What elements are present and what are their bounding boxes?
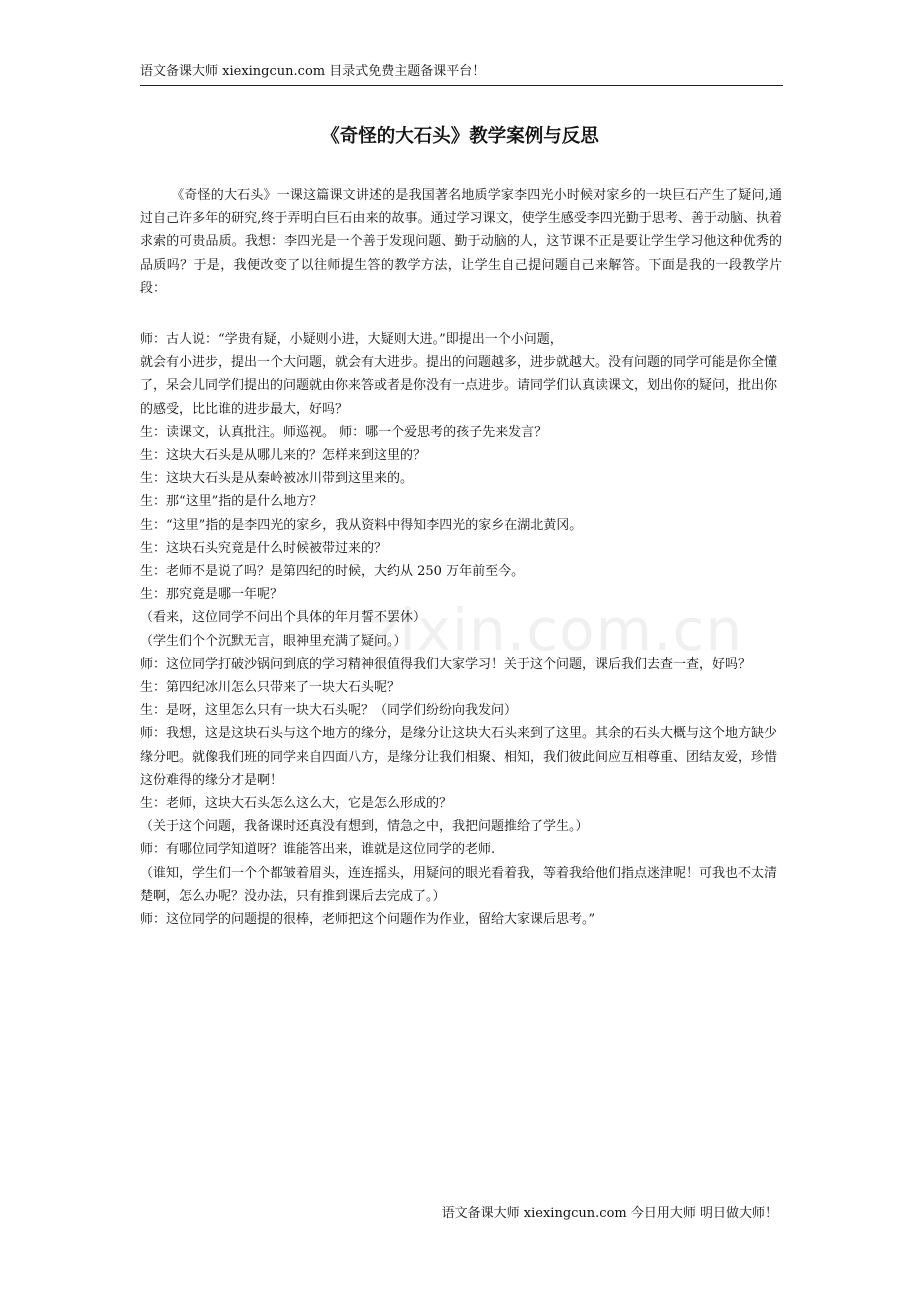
dialog-line: 生：那“这里”指的是什么地方？	[140, 494, 323, 510]
dialog-line: （看来，这位同学不问出个具体的年月誓不罢休）	[140, 610, 427, 626]
dialog-line: 生：老师不是说了吗？是第四纪的时候，大约从 250 万年前至今。	[140, 564, 525, 580]
dialog-line: 生：“这里”指的是李四光的家乡，我从资料中得知李四光的家乡在湖北黄冈。	[140, 517, 583, 533]
dialog-line: （学生们个个沉默无言，眼神里充满了疑问。）	[140, 633, 407, 649]
intro-paragraph: 《奇怪的大石头》一课这篇课文讲述的是我国著名地质学家李四光小时候对家乡的一块巨石产生了疑问,通过自己许多年的研究,终于弄明白巨石由来的故事。通过学习课文，使学生感受李四光勤于思考、善于动脑、执着求索的可贵品质。我想：李四光是一个善于发现问题、勤于动脑的人，这节课不正是要让学生学习他这种优秀的品质吗？于是，我便改变了以往师提生答的教学方法，让学生自己提问题自己来解答。下面是我的一段教学片段：	[140, 188, 782, 296]
dialog-line: 师：古人说：“学贵有疑，小疑则小进，大疑则大进。”即提出一个小问题，	[140, 332, 563, 347]
dialog-line: （谁知，学生们一个个都皱着眉头，连连摇头，用疑问的眼光看着我，等着我给他们指点迷津呢！可我也不太清楚啊，怎么办呢？没办法，只有推到课后去完成了。）	[140, 865, 778, 904]
teaching-dialog	[140, 328, 782, 931]
dialog-line: 师：这位同学打破沙锅问到底的学习精神很值得我们大家学习！关于这个问题，课后我们去查一查，好吗？	[140, 656, 752, 672]
dialog-line: 生：读课文，认真批注。师巡视。 师：哪一个爱思考的孩子先来发言？	[140, 424, 548, 440]
dialog-line: 生：那究竟是哪一年呢？	[140, 587, 284, 603]
dialog-line: 生：这块大石头是从秦岭被冰川带到这里来的。	[140, 471, 414, 487]
dialog-line: 师：我想，这是这块石头与这个地方的缘分，是缘分让这块大石头来到了这里。其余的石头大概与这个地方缺少缘分吧。就像我们班的同学来自四面八方，是缘分让我们相聚、相知，我们彼此间应互相尊重、团结友爱，珍惜这份难得的缘分才是啊！	[140, 726, 778, 788]
dialog-line: 生：这块石头究竟是什么时候被带过来的？	[140, 540, 388, 556]
dialog-line: 生：是呀，这里怎么只有一块大石头呢？（同学们纷纷向我发问）	[140, 703, 518, 719]
dialog-line: 师：有哪位同学知道呀？谁能答出来，谁就是这位同学的老师.	[140, 842, 496, 858]
page-footer: 语文备课大师 xiexingcun.com 今日用大师 明日做大师！	[441, 1206, 778, 1221]
document-title: 《奇怪的大石头》教学案例与反思	[321, 126, 599, 147]
dialog-line: 生：第四纪冰川怎么只带来了一块大石头呢？	[140, 680, 401, 696]
dialog-line: 生：这块大石头是从哪儿来的？怎样来到这里的？	[140, 448, 427, 464]
dialog-line: 生：老师，这块大石头怎么这么大，它是怎么形成的？	[140, 796, 453, 812]
dialog-line: 就会有小进步，提出一个大问题，就会有大进步。提出的问题越多，进步就越大。没有问题的同学可能是你全懂了，呆会儿同学们提出的问题就由你来答或者是你没有一点进步。请同学们认真读课文，划出你的疑问，批出你的感受，比比谁的进步最大，好吗？	[140, 355, 778, 417]
watermark: zixin.com.cn	[368, 596, 744, 664]
dialog-line: （关于这个问题，我备课时还真没有想到，情急之中，我把问题推给了学生。）	[140, 819, 589, 835]
page-header: 语文备课大师 xiexingcun.com 目录式免费主题备课平台！	[140, 64, 783, 86]
dialog-line: 师：这位同学的问题提的很棒，老师把这个问题作为作业，留给大家课后思考。”	[140, 912, 596, 928]
